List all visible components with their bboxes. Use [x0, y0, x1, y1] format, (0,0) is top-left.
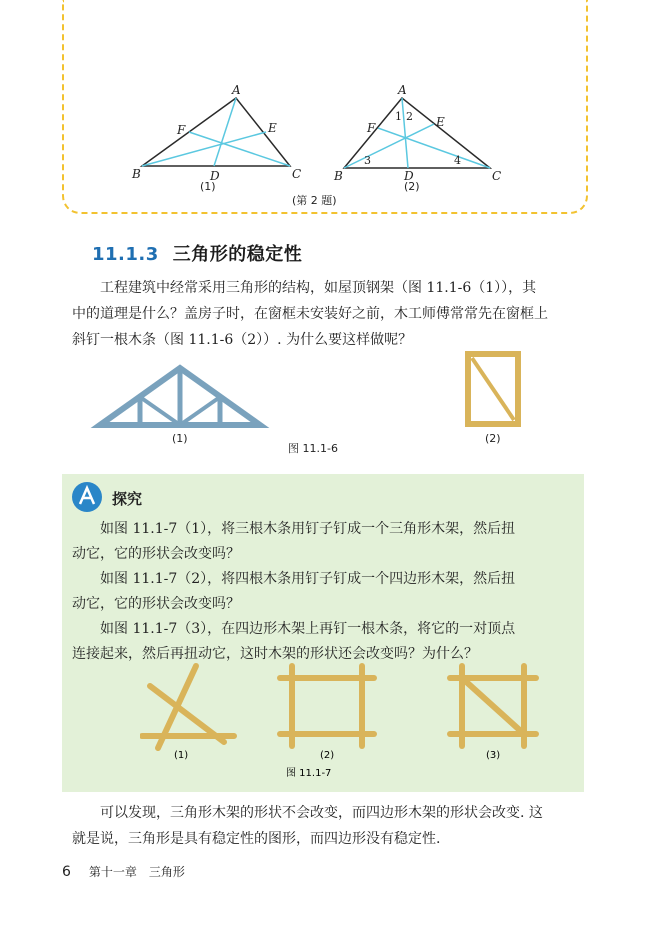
label-d-2: D — [404, 169, 414, 183]
page-footer — [62, 863, 185, 880]
figure-11-1-6-sub2: (2) — [485, 432, 501, 445]
wood-braced-frame — [450, 666, 536, 746]
label-f-2: F — [367, 121, 376, 135]
explore-icon — [70, 480, 104, 514]
intro-paragraph — [72, 275, 582, 353]
conclusion-line-1: 可以发现，三角形木架的形状不会改变，而四边形木架的形状会改变. 这 — [100, 805, 543, 821]
triangle-figure-2 — [333, 83, 501, 193]
explore-paragraph-3 — [72, 617, 578, 667]
median-ad-1 — [214, 98, 236, 166]
intro-line-2: 中的道理是什么？盖房子时，在窗框未安装好之前，木工师傅常常先在窗框上 — [72, 306, 548, 322]
label-b-1: B — [132, 167, 141, 181]
figure-11-1-7-sub3: (3) — [486, 750, 501, 761]
exercise-figure-caption: (第 2 题) — [292, 194, 337, 207]
label-b-2: B — [334, 169, 343, 183]
explore-title: 探究 — [112, 490, 143, 508]
figure-11-1-6-sub1: (1) — [172, 432, 188, 445]
fig2-caption: (2) — [404, 180, 420, 193]
explore-p1-line2: 动它，它的形状会改变吗？ — [72, 546, 240, 562]
figure-11-1-7 — [140, 662, 560, 782]
triangle-figure-1 — [131, 83, 301, 193]
label-e-1: E — [268, 121, 277, 135]
fig1-caption: (1) — [200, 180, 216, 193]
bisector-ad-2 — [402, 98, 408, 168]
label-c-1: C — [292, 167, 302, 181]
explore-p2-line1: 如图 11.1-7（2），将四根木条用钉子钉成一个四边形木架，然后扭 — [100, 571, 516, 587]
explore-p2-line2: 动它，它的形状会改变吗？ — [72, 596, 240, 612]
label-d-1: D — [210, 169, 220, 183]
bisector-cf-2 — [378, 128, 490, 168]
conclusion-line-2: 就是说，三角形是具有稳定性的图形，而四边形没有稳定性. — [72, 831, 441, 847]
label-a-1: A — [232, 83, 241, 97]
figure-11-1-7-caption: 图 11.1-7 — [286, 768, 332, 779]
wood-square-frame — [280, 666, 374, 746]
section-heading — [92, 240, 302, 266]
explore-paragraph-1 — [72, 517, 578, 567]
intro-line-1: 工程建筑中经常采用三角形的结构，如屋顶钢架（图 11.1-6（1）），其 — [100, 280, 537, 296]
label-f-1: F — [177, 123, 186, 137]
wood-triangle-frame — [142, 666, 234, 748]
explore-p3-line1: 如图 11.1-7（3），在四边形木架上再钉一根木条，将它的一对顶点 — [100, 621, 516, 637]
explore-p3-line2: 连接起来，然后再扭动它，这时木架的形状还会改变吗？为什么？ — [72, 646, 478, 662]
label-a-2: A — [398, 83, 407, 97]
figure-11-1-7-sub2: (2) — [320, 750, 335, 761]
exercise-triangles-figure — [62, 80, 584, 215]
figure-11-1-7-sub1: (1) — [174, 750, 189, 761]
label-c-2: C — [492, 169, 502, 183]
angle-3-label: 3 — [364, 154, 371, 167]
section-title: 三角形的稳定性 — [172, 244, 303, 265]
chapter-title: 第十一章 三角形 — [88, 865, 185, 879]
angle-2-label: 2 — [406, 110, 413, 123]
label-e-2: E — [436, 115, 445, 129]
roof-truss-drawing — [100, 368, 260, 425]
angle-4-label: 4 — [454, 154, 461, 167]
window-frame-drawing — [468, 354, 518, 424]
section-number: 11.1.3 — [92, 244, 159, 265]
angle-1-label: 1 — [395, 110, 402, 123]
figure-11-1-6-caption: 图 11.1-6 — [288, 442, 338, 455]
page-number: 6 — [62, 864, 71, 880]
conclusion-paragraph — [72, 800, 582, 852]
explore-paragraph-2 — [72, 567, 578, 617]
explore-p1-line1: 如图 11.1-7（1），将三根木条用钉子钉成一个三角形木架，然后扭 — [100, 521, 516, 537]
intro-line-3: 斜钉一根木条（图 11.1-6（2））. 为什么要这样做呢？ — [72, 332, 413, 348]
bisector-be-2 — [344, 124, 434, 168]
figure-11-1-6 — [90, 350, 530, 460]
